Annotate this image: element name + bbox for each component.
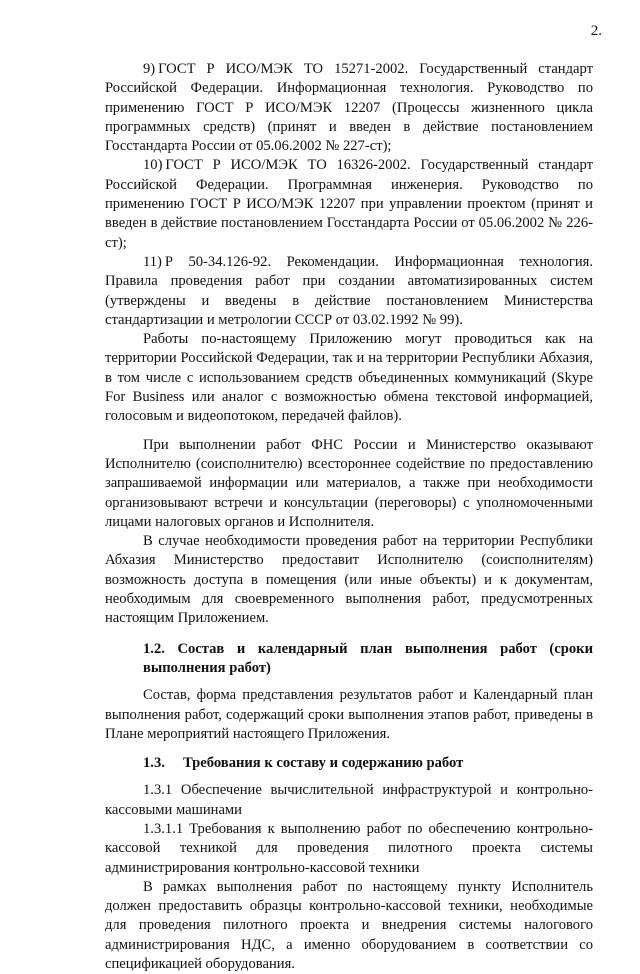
paragraph-equipment: В рамках выполнения работ по настоящему пункту Исполнитель должен предоставить образцы контрольно-кассовой техники, необходимые для проведения пилотного проекта и внедрения системы налогового администрирования НДС, а именно оборудованием в соответствии со спецификацией оборудования. bbox=[105, 878, 593, 973]
paragraph-fns-assistance: При выполнении работ ФНС России и Министерство оказывают Исполнителю (соисполнителю) всестороннее содействие по предоставлению запрашиваемой информации или материалов, а также при необходимости организовывают встречи и консультации (переговоры) с уполномоченными лицами налоговых органов и Исполнителя. bbox=[105, 436, 593, 530]
paragraph-works-location: Работы по-настоящему Приложению могут проводиться как на территории Российской Федерации, так и на территории Республики Абхазия, в том числе с использованием средств объединенных коммуникаций (Skype For Business или аналог с возможностью обмена текстовой информацией, голосовым и видеопотоком, передачей файлов). bbox=[105, 331, 593, 425]
paragraph-composition: Состав, форма представления результатов работ и Календарный план выполнения работ, содержащий сроки выполнения этапов работ, приведены в Плане мероприятий настоящего Приложения. bbox=[105, 687, 593, 742]
subsection-1-3-1-1: 1.3.1.1 Требования к выполнению работ по обеспечению контрольно-кассовой техникой для проведения пилотного проекта системы администрирования контрольно-кассовой техники bbox=[105, 820, 593, 876]
section-heading-1-2: 1.2. Состав и календарный план выполнения работ (сроки выполнения работ) bbox=[143, 640, 593, 676]
document-body bbox=[105, 60, 593, 974]
section-heading-1-3-number: 1.3. bbox=[143, 755, 165, 772]
section-heading-1-3-text: Требования к составу и содержанию работ bbox=[183, 755, 464, 772]
section-heading-1-3 bbox=[105, 754, 593, 773]
subsection-1-3-1: 1.3.1 Обеспечение вычислительной инфраструктурой и контрольно-кассовыми машинами bbox=[105, 782, 593, 818]
list-item-9: 9) ГОСТ Р ИСО/МЭК ТО 15271-2002. Государственный стандарт Российской Федерации. Информационная технология. Руководство по применению ГОСТ Р ИСО/МЭК 12207 (Процессы жизненного цикла программных средств) (принят и введен в действие постановлением Госстандарта России от 05.06.2002 № 227-ст); bbox=[105, 61, 593, 155]
list-item-10: 10) ГОСТ Р ИСО/МЭК ТО 16326-2002. Государственный стандарт Российской Федерации. Программная инженерия. Руководство по применению ГОСТ Р ИСО/МЭК 12207 при управлении проектом (принят и введен в действие постановлением Госстандарта России от 05.06.2002 № 226-ст); bbox=[105, 157, 593, 251]
page-number: 2. bbox=[590, 23, 602, 39]
list-item-11: 11) Р 50-34.126-92. Рекомендации. Информационная технология. Правила проведения работ при создании автоматизированных систем (утверждены и введены в действие постановлением Министерства стандартизации и метрологии СССР от 03.02.1992 № 99). bbox=[105, 253, 593, 328]
paragraph-abkhazia-access: В случае необходимости проведения работ на территории Республики Абхазия Министерство предоставит Исполнителю (соисполнителям) возможность доступа в помещения (или иные объекты) и к документам, необходимым для своевременного выполнения работ, предусмотренных настоящим Приложением. bbox=[105, 533, 593, 627]
